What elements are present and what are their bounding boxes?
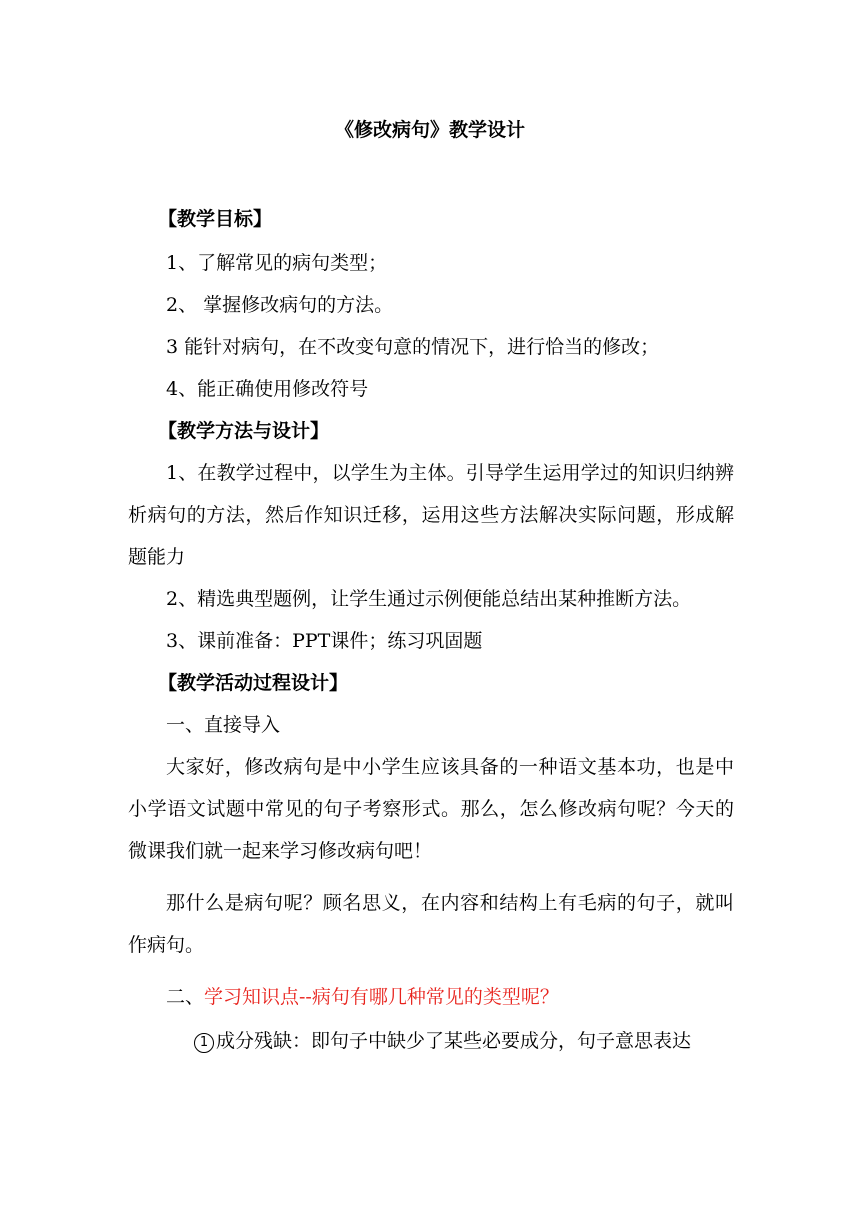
circled-number-icon: 1 — [194, 1033, 214, 1053]
section-heading-methods: 【教学方法与设计】 — [158, 420, 330, 442]
step-prefix: 二、 — [166, 986, 205, 1008]
list-item-text: 成分残缺：即句子中缺少了某些必要成分，句子意思表达 — [216, 1030, 692, 1052]
paragraph: 那什么是病句呢？顾名思义，在内容和结构上有毛病的句子，就叫作病句。 — [128, 892, 734, 956]
document-title: 《修改病句》教学设计 — [334, 119, 525, 141]
paragraph: 大家好，修改病句是中小学生应该具备的一种语文基本功，也是中小学语文试题中常见的句子考察形式。那么，怎么修改病句呢？今天的微课我们就一起来学习修改病句吧！ — [128, 756, 734, 862]
objective-item: 3 能针对病句，在不改变句意的情况下，进行恰当的修改； — [166, 336, 660, 358]
objective-item: 1、了解常见的病句类型； — [166, 252, 388, 274]
document-body — [128, 198, 734, 1062]
step-title-highlight: 学习知识点--病句有哪几种常见的类型呢？ — [204, 986, 559, 1008]
step-title — [128, 976, 734, 1018]
objective-item: 4、能正确使用修改符号 — [166, 378, 369, 400]
method-item: 3、课前准备：PPT课件；练习巩固题 — [166, 630, 483, 652]
list-item — [128, 1020, 734, 1062]
section-heading-process: 【教学活动过程设计】 — [158, 672, 349, 694]
objective-item: 2、 掌握修改病句的方法。 — [166, 294, 394, 316]
step-title: 一、直接导入 — [166, 714, 281, 736]
method-item: 1、在教学过程中，以学生为主体。引导学生运用学过的知识归纳辨析病句的方法，然后作知识迁移，运用这些方法解决实际问题，形成解题能力 — [128, 462, 734, 568]
section-heading-objectives: 【教学目标】 — [158, 208, 273, 230]
method-item: 2、精选典型题例，让学生通过示例便能总结出某种推断方法。 — [166, 588, 692, 610]
